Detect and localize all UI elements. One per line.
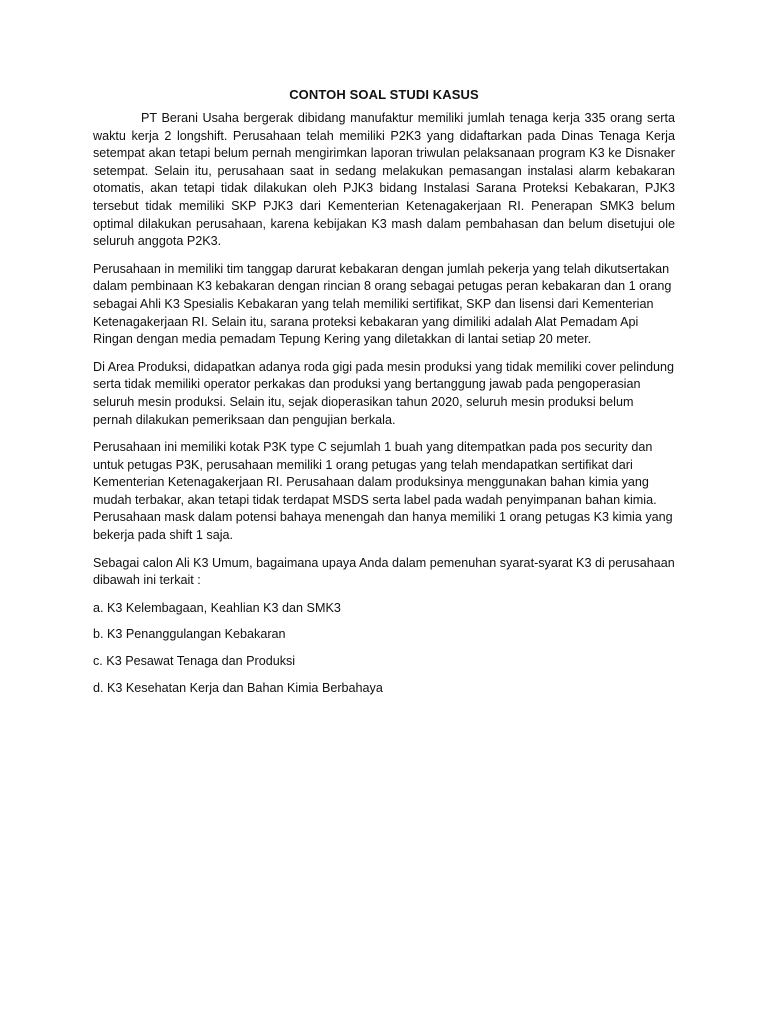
option-b: b. K3 Penanggulangan Kebakaran bbox=[93, 627, 286, 642]
case-paragraph-1: PT Berani Usaha bergerak dibidang manufaktur memiliki jumlah tenaga kerja 335 orang serta waktu kerja 2 longshift. Perusahaan telah memiliki P2K3 yang didaftarkan pada Dinas Tenaga Kerja setempat akan tetapi belum pernah mengirimkan laporan triwulan pelaksanaan program K3 ke Disnaker setempat. Selain itu, perusahaan saat in sedang melakukan pemasangan instalasi alarm kebakaran otomatis, akan tetapi tidak dilakukan oleh PJK3 bidang Instalasi Sarana Proteksi Kebakaran, PJK3 tersebut tidak memiliki SKP PJK3 dari Kementerian Ketenagakerjaan RI. Penerapan SMK3 belum optimal dilakukan perusahaan, karena kebijakan K3 mash dalam pembahasan dan belum disetujui ole seluruh anggota P2K3. bbox=[93, 111, 675, 249]
document-title: CONTOH SOAL STUDI KASUS bbox=[289, 87, 479, 102]
answer-options-list bbox=[93, 600, 675, 697]
option-c: c. K3 Pesawat Tenaga dan Produksi bbox=[93, 654, 296, 669]
case-paragraph-4: Perusahaan ini memiliki kotak P3K type C sejumlah 1 buah yang ditempatkan pada pos security dan untuk petugas P3K, perusahaan memiliki 1 orang petugas yang telah mendapatkan sertifikat dari Kementerian Ketenagakerjaan RI. Perusahaan dalam produksinya menggunakan bahan kimia yang mudah terbakar, akan tetapi tidak terdapat MSDS serta label pada wadah penyimpanan bahan kimia. Perusahaan mask dalam potensi bahaya menengah dan hanya memiliki 1 orang petugas K3 kimia yang bekerja pada shift 1 saja. bbox=[93, 440, 673, 543]
case-paragraph-2: Perusahaan in memiliki tim tanggap darurat kebakaran dengan jumlah pekerja yang telah dikutsertakan dalam pembinaan K3 kebakaran dengan rincian 8 orang sebagai petugas peran kebakaran dan 1 orang sebagai Ahli K3 Spesialis Kebakaran yang telah memiliki sertifikat, SKP dan lisensi dari Kementerian Ketenagakerjaan RI. Selain itu, sarana proteksi kebakaran yang dimiliki adalah Alat Pemadam Api Ringan dengan media pemadam Tepung Kering yang diletakkan di lantai setiap 20 meter. bbox=[93, 261, 672, 347]
case-paragraph-3: Di Area Produksi, didapatkan adanya roda gigi pada mesin produksi yang tidak memiliki cover pelindung serta tidak memiliki operator perkakas dan produksi yang bertanggung jawab pada pengoperasian seluruh mesin produksi. Selain itu, sejak dioperasikan tahun 2020, seluruh mesin produksi belum pernah dilakukan pemeriksaan dan pengujian berkala. bbox=[93, 359, 675, 427]
document-content bbox=[93, 86, 675, 706]
option-a: a. K3 Kelembagaan, Keahlian K3 dan SMK3 bbox=[93, 600, 341, 615]
option-d: d. K3 Kesehatan Kerja dan Bahan Kimia Berbahaya bbox=[93, 680, 383, 695]
question-text: Sebagai calon Ali K3 Umum, bagaimana upaya Anda dalam pemenuhan syarat-syarat K3 di perusahaan dibawah ini terkait : bbox=[93, 555, 675, 588]
